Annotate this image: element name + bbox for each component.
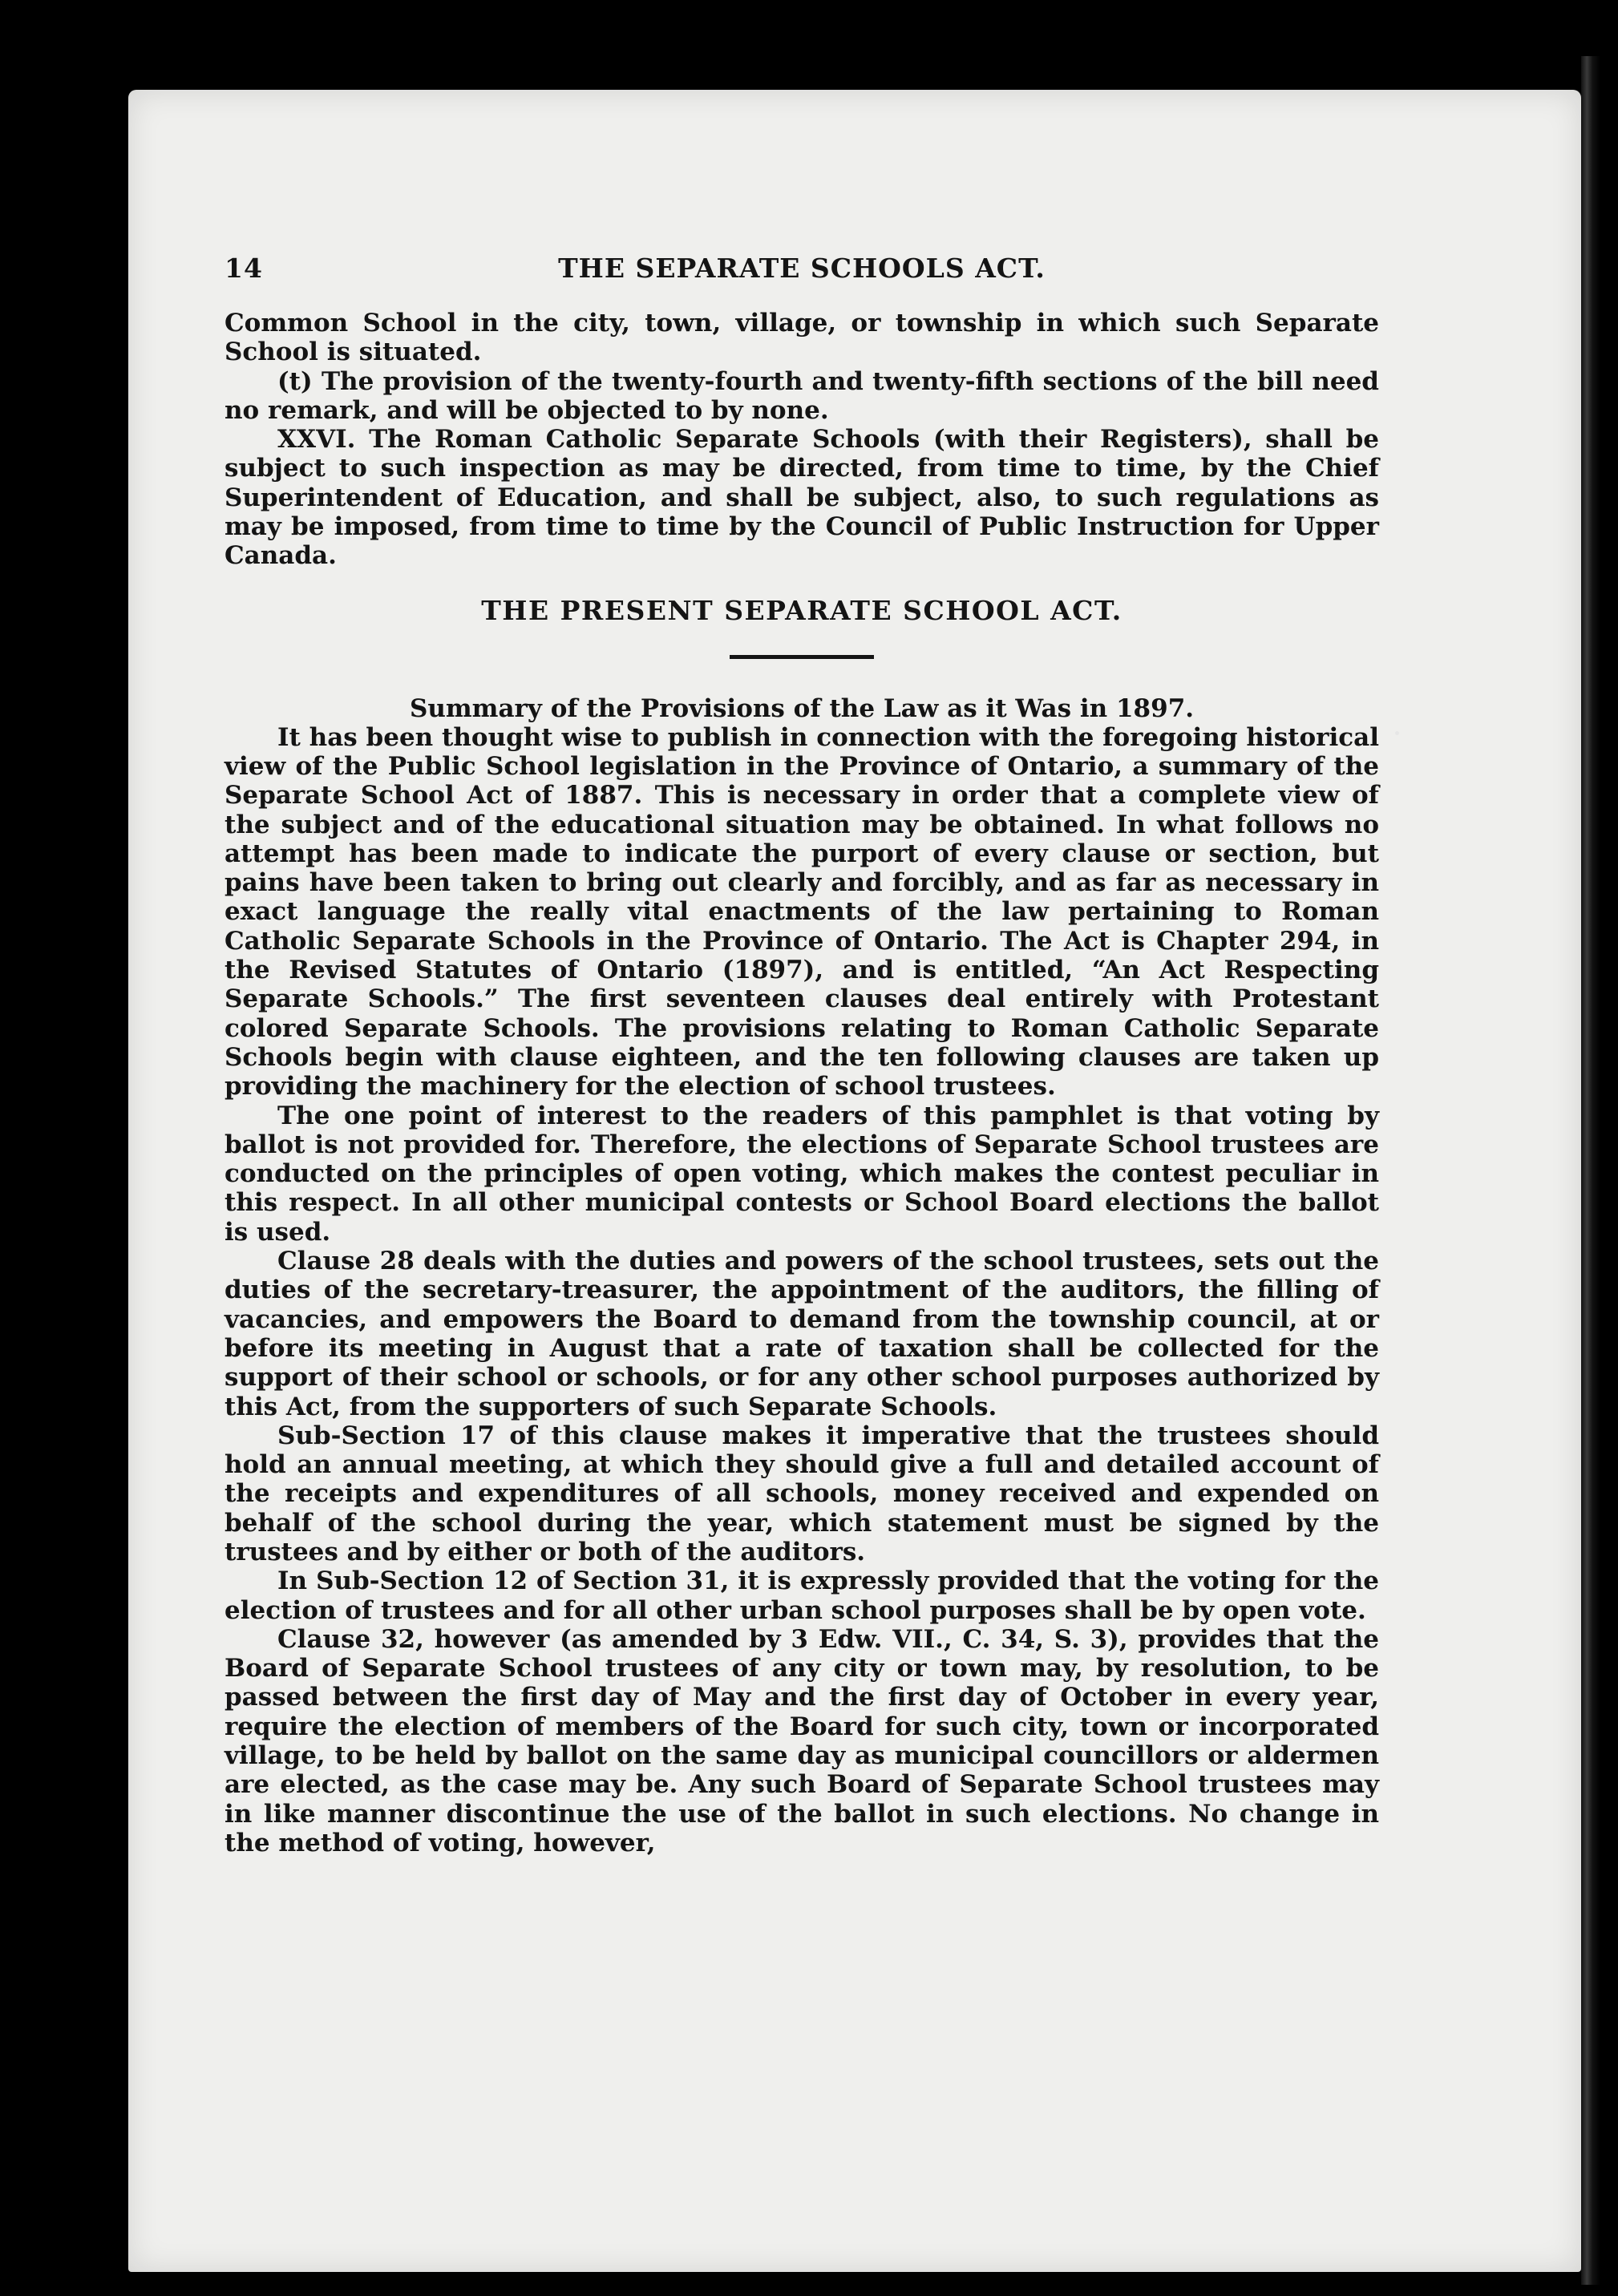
page-edge-shadow [1581,56,1600,2285]
paragraph-subsection-12: In Sub-Section 12 of Section 31, it is expressly provided that the voting for the election of trustees and for all other urban school purposes shall be by open vote. [224,1566,1379,1625]
paragraph-ballot: The one point of interest to the readers of this pamphlet is that voting by ballot is not provided for. Therefore, the elections of Separate School trustees are conducted on the principles of open voting, which makes the contest peculiar in this respect. In all other municipal contests or School Board elections the ballot is used. [224,1101,1379,1247]
running-head [224,253,1379,293]
paragraph-clause-t: (t) The provision of the twenty-fourth and twenty-fifth sections of the bill need no remark, and will be objected to by none. [224,366,1379,425]
section-title: THE PRESENT SEPARATE SCHOOL ACT. [481,594,1122,626]
page-number: 14 [224,253,263,284]
paragraph-clause-28: Clause 28 deals with the duties and powers of the school trustees, sets out the duties of the secretary-treasurer, the appointment of the auditors, the filling of vacancies, and empowers the Board to demand from the township council, at or before its meeting in August that a rate of taxation shall be collected for the support of their school or schools, or for any other school purposes authorized by this Act, from the supporters of such Separate Schools. [224,1247,1379,1421]
paragraph-clause-xxvi: XXVI. The Roman Catholic Separate Schools (with their Registers), shall be subject to such inspection as may be directed, from time to time, by the Chief Superintendent of Education, and shall be subject, also, to such regulations as may be imposed, from time to time by the Council of Public Instruction for Upper Canada. [224,425,1379,571]
paragraph-continuation: Common School in the city, town, village, or township in which such Separate School is situated. [224,309,1379,367]
summary-heading: Summary of the Provisions of the Law as it Was in 1897. [409,693,1195,723]
paragraph-subsection-17: Sub-Section 17 of this clause makes it imperative that the trustees should hold an annual meeting, at which they should give a full and detailed account of the receipts and expenditures of all schools, money received and expended on behalf of the school during the year, which statement must be signed by the trustees and by either or both of the auditors. [224,1421,1379,1566]
scan-speck [1395,731,1399,735]
section-rule [730,655,874,659]
running-head-title: THE SEPARATE SCHOOLS ACT. [558,253,1046,284]
paragraph-clause-32: Clause 32, however (as amended by 3 Edw. VII., C. 34, S. 3), provides that the Board of Separate School trustees of any city or town may, by resolution, to be passed between the first day of May and the first day of October in every year, require the election of members of the Board for such city, town or incorporated village, to be held by ballot on the same day as municipal councillors or aldermen are elected, as the case may be. Any such Board of Separate School trustees may in like manner discontinue the use of the ballot in such elections. No change in the method of voting, however, [224,1624,1379,1857]
page-content [224,253,1379,1857]
paragraph-intro: It has been thought wise to publish in connection with the foregoing historical view of the Public School legislation in the Province of Ontario, a summary of the Separate School Act of 1887. This is necessary in order that a complete view of the subject and of the educational situation may be obtained. In what follows no attempt has been made to indicate the purport of every clause or section, but pains have been taken to bring out clearly and forcibly, and as far as necessary in exact language the really vital enactments of the law pertaining to Roman Catholic Separate Schools in the Province of Ontario. The Act is Chapter 294, in the Revised Statutes of Ontario (1897), and is entitled, “An Act Respecting Separate Schools.” The first seventeen clauses deal entirely with Protestant colored Separate Schools. The provisions relating to Roman Catholic Separate Schools begin with clause eighteen, and the ten following clauses are taken up providing the machinery for the election of school trustees. [224,722,1379,1102]
